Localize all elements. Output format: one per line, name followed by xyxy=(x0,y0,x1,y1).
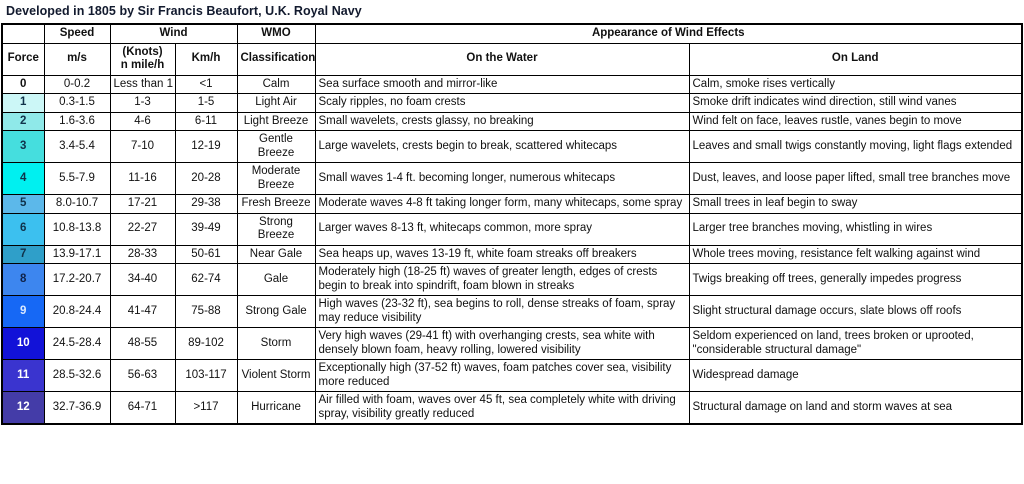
speed-knots-cell: 48-55 xyxy=(110,328,175,360)
force-cell: 1 xyxy=(2,94,44,113)
on-land-cell: Structural damage on land and storm waves at sea xyxy=(689,392,1022,425)
speed-kmh-cell: 62-74 xyxy=(175,264,237,296)
speed-knots-cell: 17-21 xyxy=(110,195,175,214)
on-the-water-cell: Small wavelets, crests glassy, no breaking xyxy=(315,112,689,131)
table-row xyxy=(2,328,1022,360)
speed-kmh-cell: 39-49 xyxy=(175,213,237,245)
on-land-cell: Calm, smoke rises vertically xyxy=(689,75,1022,94)
on-the-water-cell: Sea surface smooth and mirror-like xyxy=(315,75,689,94)
page-title: Developed in 1805 by Sir Francis Beaufort, U.K. Royal Navy xyxy=(6,4,362,18)
speed-kmh-cell: 29-38 xyxy=(175,195,237,214)
force-cell: 12 xyxy=(2,392,44,425)
speed-knots-cell: 11-16 xyxy=(110,163,175,195)
table-row xyxy=(2,112,1022,131)
header-force: Force xyxy=(2,43,44,75)
on-land-cell: Widespread damage xyxy=(689,360,1022,392)
header-kmh: Km/h xyxy=(175,43,237,75)
header-classification: Classification xyxy=(237,43,315,75)
classification-cell: Violent Storm xyxy=(237,360,315,392)
on-the-water-cell: Moderate waves 4-8 ft taking longer form, many whitecaps, some spray xyxy=(315,195,689,214)
on-the-water-cell: Larger waves 8-13 ft, whitecaps common, more spray xyxy=(315,213,689,245)
table-row xyxy=(2,213,1022,245)
on-the-water-cell: Sea heaps up, waves 13-19 ft, white foam streaks off breakers xyxy=(315,245,689,264)
on-the-water-cell: Exceptionally high (37-52 ft) waves, foam patches cover sea, visibility more reduced xyxy=(315,360,689,392)
header-group-wind: Wind xyxy=(110,24,237,43)
speed-ms-cell: 24.5-28.4 xyxy=(44,328,110,360)
classification-cell: Strong Gale xyxy=(237,296,315,328)
table-row xyxy=(2,392,1022,425)
classification-cell: Near Gale xyxy=(237,245,315,264)
on-land-cell: Twigs breaking off trees, generally impedes progress xyxy=(689,264,1022,296)
force-cell: 5 xyxy=(2,195,44,214)
force-cell: 10 xyxy=(2,328,44,360)
speed-kmh-cell: 1-5 xyxy=(175,94,237,113)
classification-cell: Gale xyxy=(237,264,315,296)
speed-kmh-cell: 75-88 xyxy=(175,296,237,328)
header-knots xyxy=(110,43,175,75)
speed-ms-cell: 32.7-36.9 xyxy=(44,392,110,425)
on-the-water-cell: Small waves 1-4 ft. becoming longer, numerous whitecaps xyxy=(315,163,689,195)
table-row xyxy=(2,195,1022,214)
classification-cell: Fresh Breeze xyxy=(237,195,315,214)
speed-ms-cell: 5.5-7.9 xyxy=(44,163,110,195)
speed-ms-cell: 28.5-32.6 xyxy=(44,360,110,392)
header-on-land: On Land xyxy=(689,43,1022,75)
table-row xyxy=(2,296,1022,328)
speed-knots-cell: 1-3 xyxy=(110,94,175,113)
on-land-cell: Small trees in leaf begin to sway xyxy=(689,195,1022,214)
on-land-cell: Leaves and small twigs constantly moving, light flags extended xyxy=(689,131,1022,163)
force-cell: 11 xyxy=(2,360,44,392)
speed-knots-cell: 28-33 xyxy=(110,245,175,264)
speed-kmh-cell: 89-102 xyxy=(175,328,237,360)
header-group-wmo: WMO xyxy=(237,24,315,43)
force-cell: 4 xyxy=(2,163,44,195)
force-cell: 3 xyxy=(2,131,44,163)
on-the-water-cell: Large wavelets, crests begin to break, scattered whitecaps xyxy=(315,131,689,163)
table-row xyxy=(2,94,1022,113)
header-group-speed: Speed xyxy=(44,24,110,43)
speed-kmh-cell: 12-19 xyxy=(175,131,237,163)
on-the-water-cell: Very high waves (29-41 ft) with overhanging crests, sea white with densely blown foam, heavy rolling, lowered visibility xyxy=(315,328,689,360)
header-knots-line2: n mile/h xyxy=(120,59,165,71)
speed-ms-cell: 8.0-10.7 xyxy=(44,195,110,214)
on-the-water-cell: High waves (23-32 ft), sea begins to roll, dense streaks of foam, spray may reduce visibility xyxy=(315,296,689,328)
classification-cell: Calm xyxy=(237,75,315,94)
table-row xyxy=(2,163,1022,195)
force-cell: 8 xyxy=(2,264,44,296)
on-land-cell: Wind felt on face, leaves rustle, vanes begin to move xyxy=(689,112,1022,131)
force-cell: 9 xyxy=(2,296,44,328)
on-the-water-cell: Air filled with foam, waves over 45 ft, sea completely white with driving spray, visibility greatly reduced xyxy=(315,392,689,425)
on-land-cell: Whole trees moving, resistance felt walking against wind xyxy=(689,245,1022,264)
classification-cell: Storm xyxy=(237,328,315,360)
speed-ms-cell: 10.8-13.8 xyxy=(44,213,110,245)
speed-ms-cell: 20.8-24.4 xyxy=(44,296,110,328)
speed-ms-cell: 1.6-3.6 xyxy=(44,112,110,131)
on-land-cell: Slight structural damage occurs, slate blows off roofs xyxy=(689,296,1022,328)
on-land-cell: Dust, leaves, and loose paper lifted, small tree branches move xyxy=(689,163,1022,195)
header-group-row xyxy=(2,24,1022,43)
table-row xyxy=(2,75,1022,94)
speed-kmh-cell: >117 xyxy=(175,392,237,425)
classification-cell: Hurricane xyxy=(237,392,315,425)
classification-cell: Light Air xyxy=(237,94,315,113)
speed-knots-cell: 22-27 xyxy=(110,213,175,245)
table-row xyxy=(2,131,1022,163)
header-ms: m/s xyxy=(44,43,110,75)
speed-ms-cell: 13.9-17.1 xyxy=(44,245,110,264)
table-body xyxy=(2,75,1022,424)
classification-cell: Gentle Breeze xyxy=(237,131,315,163)
header-knots-line1: (Knots) xyxy=(122,45,163,58)
speed-knots-cell: 7-10 xyxy=(110,131,175,163)
speed-kmh-cell: 20-28 xyxy=(175,163,237,195)
speed-kmh-cell: 103-117 xyxy=(175,360,237,392)
speed-ms-cell: 3.4-5.4 xyxy=(44,131,110,163)
table-row xyxy=(2,264,1022,296)
speed-knots-cell: 64-71 xyxy=(110,392,175,425)
table-row xyxy=(2,360,1022,392)
force-cell: 6 xyxy=(2,213,44,245)
speed-kmh-cell: <1 xyxy=(175,75,237,94)
on-land-cell: Smoke drift indicates wind direction, still wind vanes xyxy=(689,94,1022,113)
header-spacer xyxy=(2,24,44,43)
speed-ms-cell: 17.2-20.7 xyxy=(44,264,110,296)
on-land-cell: Larger tree branches moving, whistling in wires xyxy=(689,213,1022,245)
speed-knots-cell: 56-63 xyxy=(110,360,175,392)
speed-ms-cell: 0-0.2 xyxy=(44,75,110,94)
speed-knots-cell: 4-6 xyxy=(110,112,175,131)
on-the-water-cell: Scaly ripples, no foam crests xyxy=(315,94,689,113)
on-the-water-cell: Moderately high (18-25 ft) waves of greater length, edges of crests begin to break into spindrift, foam blown in streaks xyxy=(315,264,689,296)
header-group-appearance: Appearance of Wind Effects xyxy=(315,24,1022,43)
classification-cell: Moderate Breeze xyxy=(237,163,315,195)
speed-kmh-cell: 6-11 xyxy=(175,112,237,131)
on-land-cell: Seldom experienced on land, trees broken or uprooted, "considerable structural damage" xyxy=(689,328,1022,360)
speed-ms-cell: 0.3-1.5 xyxy=(44,94,110,113)
table-row xyxy=(2,245,1022,264)
classification-cell: Light Breeze xyxy=(237,112,315,131)
table-header xyxy=(2,24,1022,75)
speed-kmh-cell: 50-61 xyxy=(175,245,237,264)
force-cell: 0 xyxy=(2,75,44,94)
header-column-row xyxy=(2,43,1022,75)
speed-knots-cell: 34-40 xyxy=(110,264,175,296)
header-on-the-water: On the Water xyxy=(315,43,689,75)
classification-cell: Strong Breeze xyxy=(237,213,315,245)
beaufort-scale-table xyxy=(1,23,1023,425)
speed-knots-cell: Less than 1 xyxy=(110,75,175,94)
speed-knots-cell: 41-47 xyxy=(110,296,175,328)
force-cell: 2 xyxy=(2,112,44,131)
force-cell: 7 xyxy=(2,245,44,264)
